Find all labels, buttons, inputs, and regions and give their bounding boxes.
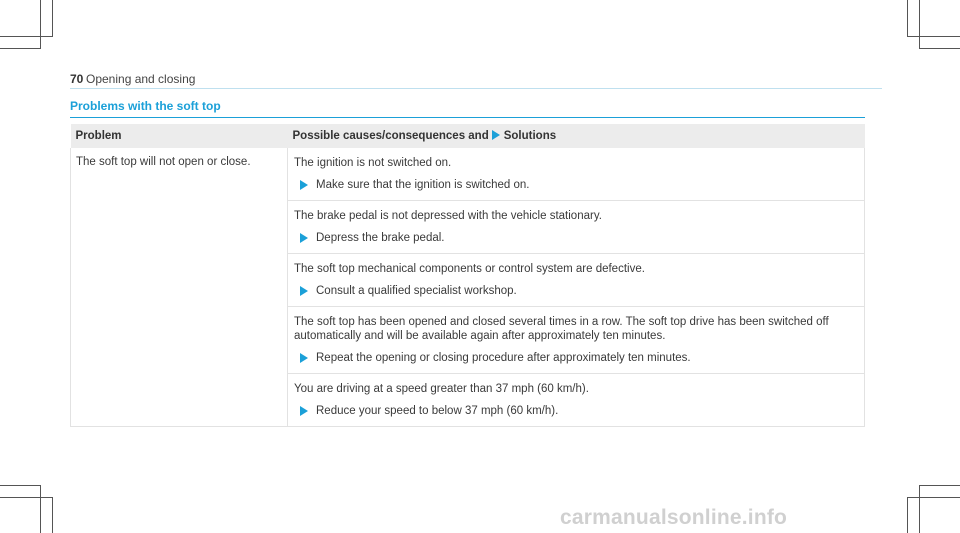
cause-text: The ignition is not switched on. (294, 157, 452, 169)
cause-text: The soft top mechanical components or control system are defective. (294, 263, 645, 275)
solution-item (294, 231, 856, 245)
solution-text: Consult a qualified specialist workshop. (316, 285, 517, 297)
solution-text: Make sure that the ignition is switched on. (316, 179, 530, 191)
cause-cell (288, 374, 865, 427)
crop-mark (907, 497, 908, 533)
cause-cell (288, 307, 865, 374)
column-header-solutions-label: Solutions (503, 130, 557, 142)
crop-mark (907, 497, 960, 498)
column-header-causes (288, 124, 865, 148)
troubleshooting-table (70, 124, 865, 427)
crop-mark (907, 0, 908, 36)
arrow-right-icon (300, 286, 308, 296)
solution-item (294, 351, 856, 365)
crop-mark (52, 497, 53, 533)
crop-mark (919, 48, 960, 49)
solution-item (294, 284, 856, 298)
page-number: 70 (70, 72, 84, 86)
crop-mark (52, 0, 53, 36)
section-divider (70, 117, 865, 118)
crop-mark (919, 485, 960, 486)
watermark: carmanualsonline.info (560, 506, 788, 529)
solution-text: Depress the brake pedal. (316, 232, 445, 244)
crop-mark (40, 0, 41, 48)
table-row (71, 148, 865, 201)
problem-cell: The soft top will not open or close. (71, 148, 288, 427)
arrow-right-icon (300, 180, 308, 190)
table-header-row (71, 124, 865, 148)
crop-mark (0, 36, 53, 37)
cause-cell (288, 148, 865, 201)
crop-mark (0, 48, 41, 49)
crop-mark (919, 485, 920, 533)
cause-text: You are driving at a speed greater than 37 mph (60 km/h). (294, 383, 589, 395)
cause-cell (288, 201, 865, 254)
crop-mark (919, 0, 920, 48)
cause-cell (288, 254, 865, 307)
crop-mark (0, 485, 41, 486)
arrow-right-icon (492, 130, 500, 140)
cause-text: The soft top has been opened and closed several times in a row. The soft top drive has been switched off automatically and will be available again after approximately ten minutes. (294, 316, 829, 342)
section-title: Problems with the soft top (70, 99, 221, 113)
column-header-problem: Problem (71, 124, 288, 148)
solution-text: Repeat the opening or closing procedure after approximately ten minutes. (316, 352, 691, 364)
crop-mark (0, 497, 53, 498)
solution-item (294, 404, 856, 418)
solution-item (294, 178, 856, 192)
chapter-title: Opening and closing (86, 72, 196, 86)
arrow-right-icon (300, 353, 308, 363)
crop-mark (40, 485, 41, 533)
cause-text: The brake pedal is not depressed with the vehicle stationary. (294, 210, 602, 222)
arrow-right-icon (300, 406, 308, 416)
column-header-causes-label: Possible causes/consequences and (292, 130, 489, 142)
crop-mark (907, 36, 960, 37)
arrow-right-icon (300, 233, 308, 243)
solution-text: Reduce your speed to below 37 mph (60 km/h). (316, 405, 559, 417)
header-divider (70, 88, 882, 89)
